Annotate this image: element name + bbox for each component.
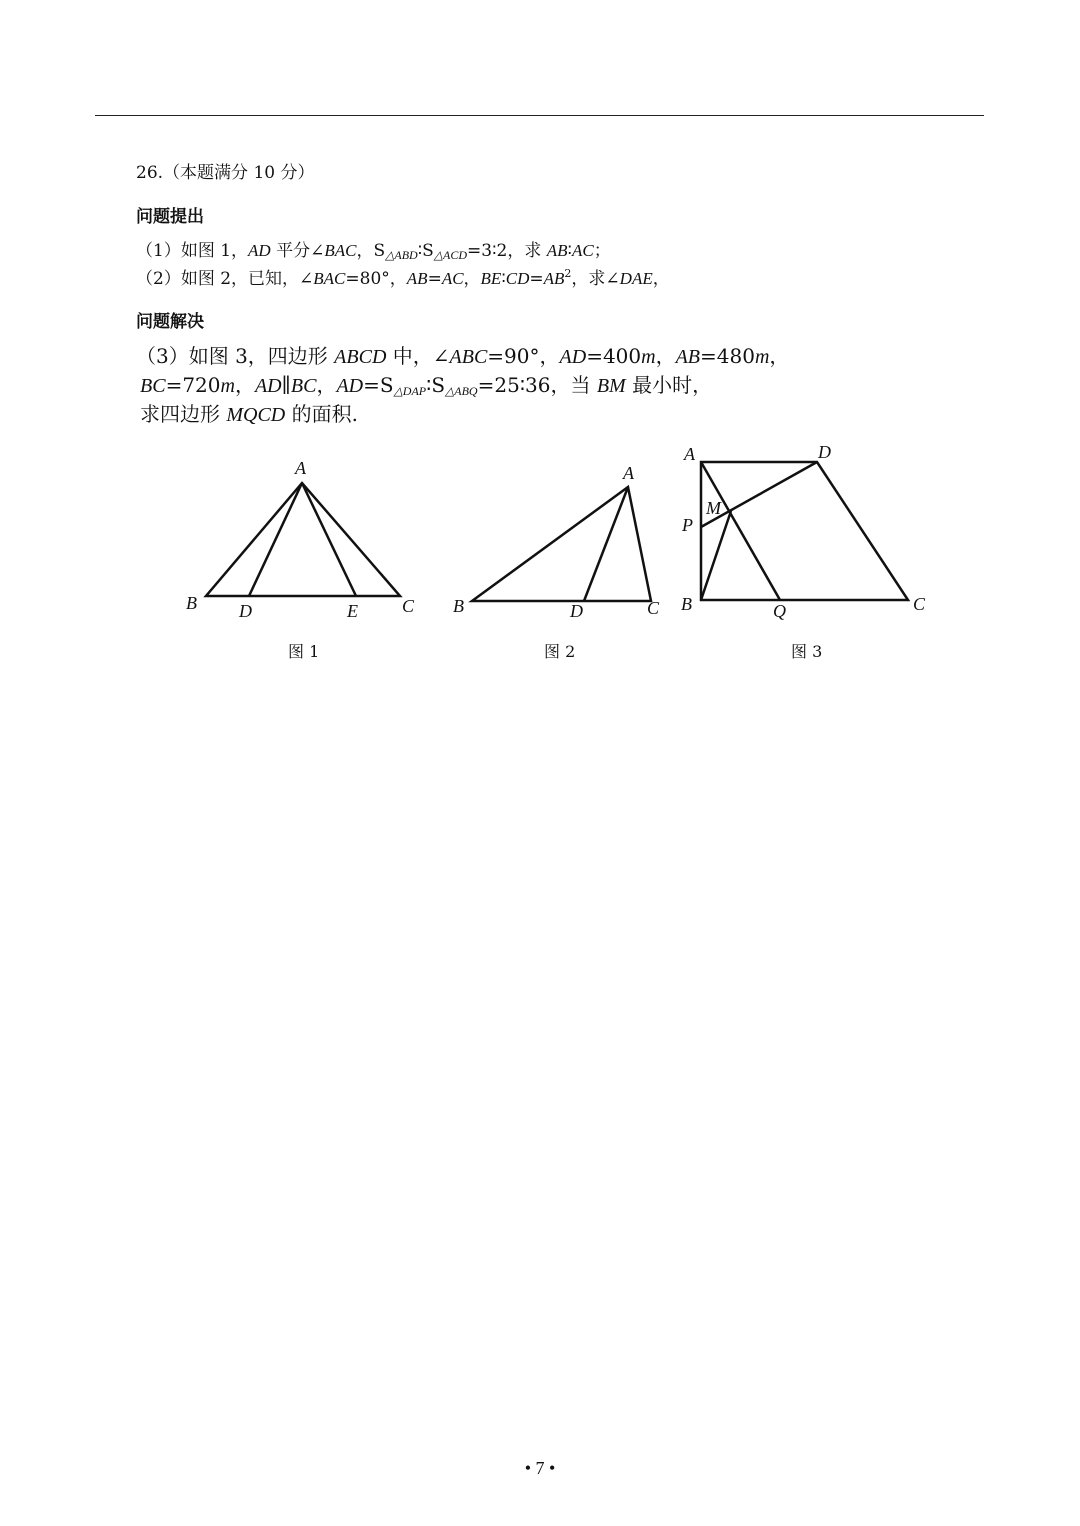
question-3-line-2: BC=720m，AD∥BC，$AD=S_{\triangle DAP}∶S_{\triangle ABQ}=25∶36$，当 BM 最小时，: [140, 373, 713, 398]
fig3-label-M: M: [706, 498, 721, 518]
fig2-label-B: B: [453, 596, 464, 616]
fig1-caption: 图 1: [288, 642, 320, 661]
fig3-label-B: B: [681, 594, 692, 614]
question-3-line-3: 求四边形 MQCD 的面积.: [140, 402, 358, 426]
section-title-solution: 问题解决: [136, 312, 204, 332]
figure-1: [206, 483, 400, 596]
section-title-problem: 问题提出: [136, 207, 204, 227]
fig1-label-D: D: [239, 601, 252, 621]
fig1-label-E: E: [347, 601, 358, 621]
fig3-label-C: C: [913, 594, 926, 614]
fig2-label-D: D: [570, 601, 583, 621]
question-heading: 26.（本题满分 10 分）: [136, 163, 315, 183]
page-number: • 7 •: [524, 1458, 556, 1478]
fig3-label-D: D: [818, 442, 831, 462]
fig2-label-A: A: [623, 463, 634, 483]
fig3-label-P: P: [682, 515, 693, 535]
fig1-label-C: C: [402, 596, 415, 616]
fig1-label-A: A: [295, 458, 306, 478]
question-2: （2）如图 2，已知，∠BAC=80°，AB=AC，$BE∶CD=AB^2$，求∠DAE，: [136, 267, 670, 289]
figure-2: [472, 487, 651, 601]
fig2-label-C: C: [647, 598, 660, 618]
fig2-caption: 图 2: [544, 642, 576, 661]
fig1-label-B: B: [186, 593, 197, 613]
fig3-caption: 图 3: [791, 642, 823, 661]
question-3-line-1: （3）如图 3，四边形 ABCD 中，∠ABC=90°，AD=400m，AB=480m，: [136, 344, 790, 368]
figure-3: [701, 462, 908, 600]
fig3-label-Q: Q: [773, 601, 786, 621]
fig3-label-A: A: [684, 444, 695, 464]
question-1: （1）如图 1，AD 平分∠BAC，$S_{\triangle ABD}∶S_{\triangle ACD}=3∶2$，求 AB∶AC；: [136, 241, 611, 262]
